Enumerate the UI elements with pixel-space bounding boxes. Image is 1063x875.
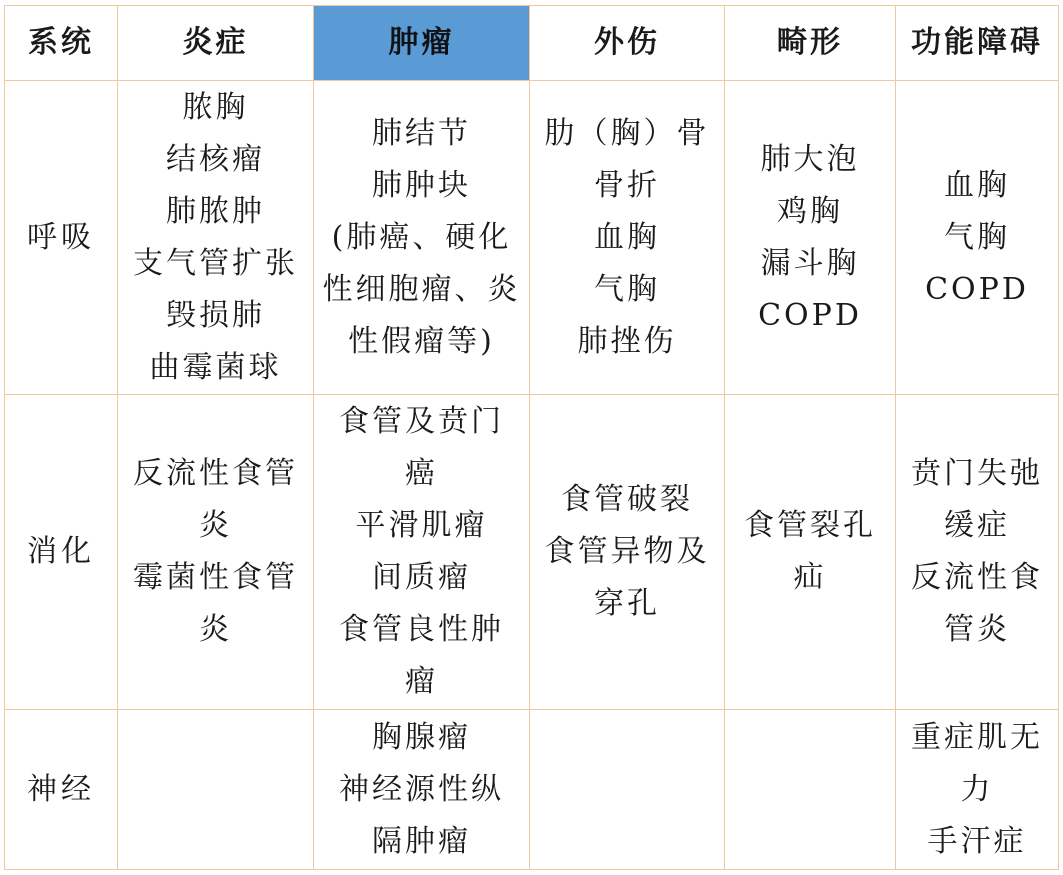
cell-line: 食管裂孔 [744,508,876,543]
cell-line: 食管异物及 [544,534,710,569]
table-cell [314,395,530,710]
cell-line: 胸腺瘤 [372,719,471,755]
cell-line: 骨折 [594,167,660,203]
header-system: 系统 [5,6,118,81]
disease-classification-table [4,5,1059,870]
cell-line: 神经源性纵 [339,771,504,807]
table-cell [314,81,530,395]
cell-line: 性细胞瘤、炎 [322,271,521,307]
cell-line: 贲门失弛 [911,456,1043,491]
header-tumor: 肿瘤 [314,6,530,81]
cell-line: 毁损肺 [166,297,265,333]
cell-line: 食管良性肿 [339,612,504,647]
cell-line: 反流性食管 [133,456,298,491]
cell-line: 炎 [199,612,232,647]
cell-line: 管炎 [944,612,1010,647]
cell-line: COPD [925,271,1029,307]
cell-line: 间质瘤 [372,560,471,595]
system-cell: 神经 [5,710,118,870]
cell-line: 癌 [405,456,438,491]
header-deformity: 畸形 [725,6,896,81]
table-cell [725,710,896,870]
cell-line: 鸡胸 [777,193,843,229]
cell-line: 隔肿瘤 [372,823,471,859]
header-trauma: 外伤 [530,6,725,81]
cell-line: 气胸 [944,219,1010,255]
cell-line: COPD [758,297,862,333]
cell-line: 瘤 [405,664,438,699]
cell-line: 肺结节 [372,115,471,151]
table-cell [530,81,725,395]
cell-line: 肺脓肿 [166,193,265,229]
cell-line: 穿孔 [594,586,660,621]
cell-line: 漏斗胸 [760,245,860,281]
cell-line: 性假瘤等) [348,323,495,359]
table-cell [725,81,896,395]
cell-line: 食管及贲门 [339,404,504,439]
cell-line: 反流性食 [911,560,1043,595]
table-cell [530,710,725,870]
table-cell [118,710,314,870]
header-inflammation: 炎症 [118,6,314,81]
cell-line: 平滑肌瘤 [355,508,488,543]
table-cell [314,710,530,870]
cell-line: 重症肌无 [911,719,1043,755]
system-cell: 消化 [5,395,118,710]
cell-line: (肺癌、硬化 [331,219,512,255]
cell-line: 支气管扩张 [133,245,298,281]
table-cell [118,81,314,395]
cell-line: 疝 [793,560,827,595]
cell-line: 力 [960,771,994,807]
row-nervous [5,710,1059,870]
table-cell [896,81,1059,395]
cell-line: 食管破裂 [561,482,693,517]
system-cell: 呼吸 [5,81,118,395]
cell-line: 霉菌性食管 [133,560,298,595]
header-row [5,6,1059,81]
table-cell [530,395,725,710]
table-cell [896,395,1059,710]
cell-line: 脓胸 [182,89,249,125]
cell-line: 气胸 [594,271,660,307]
cell-line: 肺肿块 [372,167,471,203]
row-digestive [5,395,1059,710]
table-cell [118,395,314,710]
cell-line: 曲霉菌球 [149,349,282,385]
cell-line: 肺大泡 [760,141,860,177]
cell-line: 肋（胸）骨 [544,115,710,151]
cell-line: 肺挫伤 [577,323,677,359]
cell-line: 血胸 [944,167,1010,203]
cell-line: 缓症 [944,508,1010,543]
cell-line: 炎 [199,508,232,543]
cell-line: 结核瘤 [166,141,265,177]
row-respiratory [5,81,1059,395]
cell-line: 血胸 [594,219,660,255]
table-cell [725,395,896,710]
cell-line: 手汗症 [927,823,1027,859]
table-cell [896,710,1059,870]
header-dysfunction: 功能障碍 [896,6,1059,81]
